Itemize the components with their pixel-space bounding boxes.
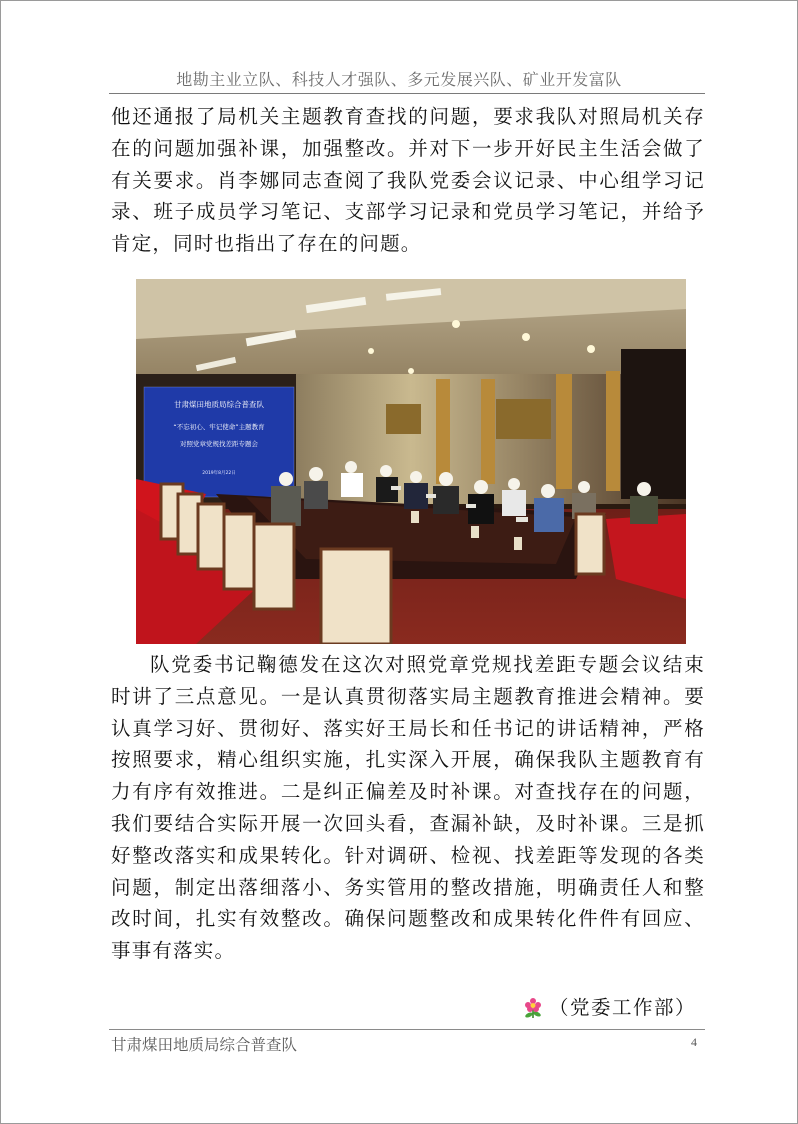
header-motto: 地勘主业立队、科技人才强队、多元发展兴队、矿业开发富队 xyxy=(176,70,622,89)
header-divider xyxy=(109,93,705,94)
signature-text: （党委工作部） xyxy=(549,996,697,1019)
footer-divider xyxy=(109,1029,705,1030)
flower-icon xyxy=(523,997,543,1019)
screen-date: 2019年8月22日 xyxy=(202,471,236,476)
footer-organization: 甘肃煤田地质局综合普查队 xyxy=(111,1036,298,1054)
paragraph-2: 队党委书记鞠德发在这次对照党章党规找差距专题会议结束时讲了三点意见。一是认真贯彻落实局主题教育推进会精神。要认真学习好、贯彻好、落实好王局长和任书记的讲话精神，严格按照要求，精心组织实施，扎实深入开展，确保我队主题教育有力有序有效推进。二是纠正偏差及时补课。对查找存在的问题，我们要结合实际开展一次回头看，查漏补缺，及时补课。三是抓好整改落实和成果转化。针对调研、检视、找差距等发现的各类问题，制定出落细落小、务实管用的整改措施，明确责任人和整改时间，扎实有效整改。确保问题整改和成果转化件件有回应、事事有落实。 xyxy=(111,653,705,963)
screen-line-3: 对照党章党规找差距专题会 xyxy=(180,440,258,448)
paragraph-1: 他还通报了局机关主题教育查找的问题，要求我队对照局机关存在的问题加强补课，加强整改。并对下一步开好民主生活会做了有关要求。肖李娜同志查阅了我队党委会议记录、中心组学习记录、班子成员学习笔记、支部学习记录和党员学习笔记，并给予肯定，同时也指出了存在的问题。 xyxy=(111,105,705,256)
signature xyxy=(523,993,696,1023)
page-number: 4 xyxy=(691,1035,697,1049)
screen-line-2: “不忘初心、牢记使命”主题教育 xyxy=(173,423,265,431)
meeting-photo xyxy=(136,279,686,644)
screen-line-1: 甘肃煤田地质局综合普查队 xyxy=(174,400,264,409)
